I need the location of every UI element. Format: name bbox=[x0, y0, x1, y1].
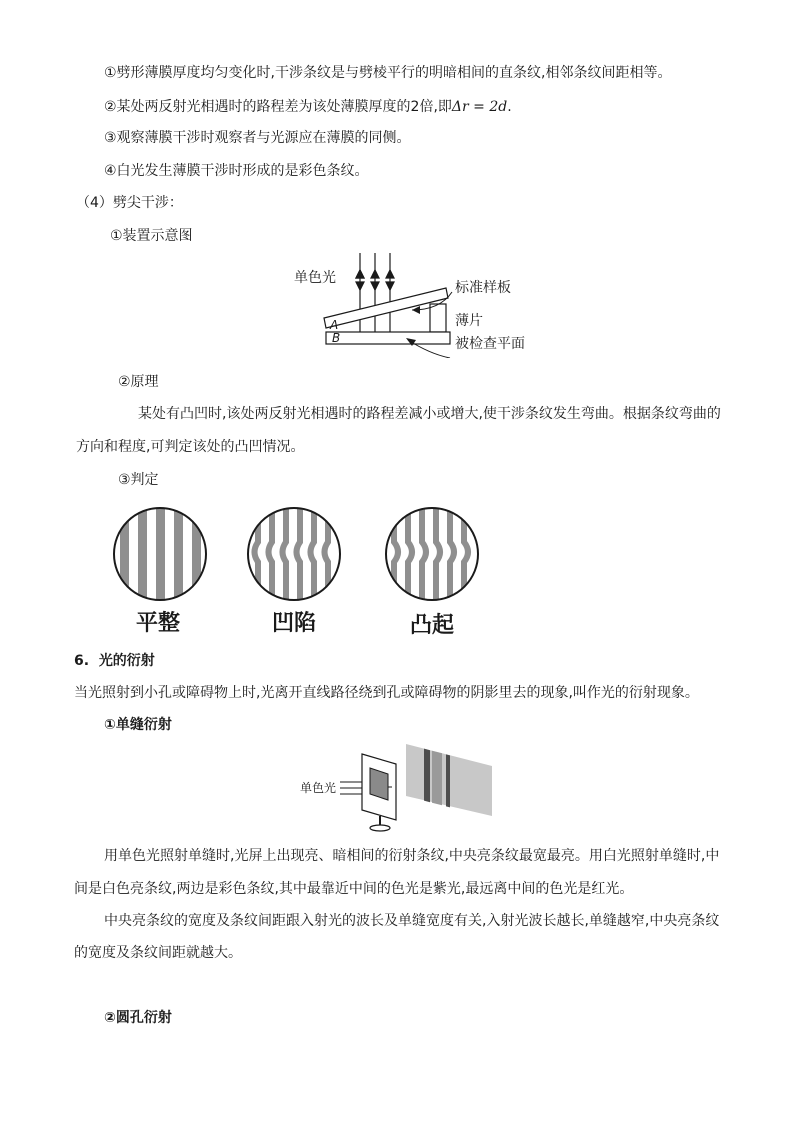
single-slit-para1-line1: 用单色光照射单缝时,光屏上出现亮、暗相间的衍射条纹,中央亮条纹最宽最亮。用白光照射单缝时,中 bbox=[104, 848, 720, 864]
fringe-judgment-figure bbox=[110, 504, 500, 640]
tested-plane bbox=[326, 332, 450, 344]
single-slit-para2-line1: 中央亮条纹的宽度及条纹间距跟入射光的波长及单缝宽度有关,入射光波长越长,单缝越窄,中央亮条纹 bbox=[104, 913, 720, 929]
point-2-formula: Δr = 2d bbox=[451, 99, 508, 115]
single-slit-title: ①单缝衍射 bbox=[104, 717, 172, 733]
convex-fringes bbox=[394, 504, 468, 604]
point-4: ④白光发生薄膜干涉时形成的是彩色条纹。 bbox=[104, 163, 369, 179]
diffraction-title: 光的衍射 bbox=[98, 653, 155, 669]
point-2 bbox=[104, 97, 512, 117]
mono-light-label: 单色光 bbox=[294, 270, 336, 286]
single-slit-para1-line2: 间是白色亮条纹,两边是彩色条纹,其中最靠近中间的色光是紫光,最远离中间的色光是红光。 bbox=[74, 881, 634, 897]
point-1: ①劈形薄膜厚度均匀变化时,干涉条纹是与劈棱平行的明暗相间的直条纹,相邻条纹间距相等。 bbox=[104, 65, 672, 81]
flat-label: 平整 bbox=[136, 611, 181, 636]
wedge-heading: （4）劈尖干涉： bbox=[76, 195, 183, 211]
principle-line-2: 方向和程度,可判定该处的凸凹情况。 bbox=[76, 439, 305, 455]
wedge-sub-principle: ②原理 bbox=[118, 374, 159, 390]
wedge-diagram bbox=[290, 248, 550, 358]
point-2-text: ②某处两反射光相遇时的路程差为该处薄膜厚度的2倍,即 bbox=[104, 99, 452, 115]
standard-plate-label: 标准样板 bbox=[455, 280, 511, 296]
slit-plate bbox=[370, 768, 388, 800]
diffraction-definition: 当光照射到小孔或障碍物上时,光离开直线路径绕到孔或障碍物的阴影里去的现象,叫作光的衍射现象。 bbox=[74, 685, 699, 701]
principle-line-1: 某处有凸凹时,该处两反射光相遇时的路程差减小或增大,使干涉条纹发生弯曲。根据条纹弯曲的 bbox=[138, 406, 721, 422]
thin-sheet-label: 薄片 bbox=[455, 313, 483, 329]
circular-hole-title: ②圆孔衍射 bbox=[104, 1010, 172, 1026]
label-b: B bbox=[332, 331, 341, 345]
tested-plane-label: 被检查平面 bbox=[455, 336, 525, 352]
single-slit-para2-line2: 的宽度及条纹间距就越大。 bbox=[74, 945, 242, 961]
slit-stand bbox=[370, 825, 390, 831]
diffraction-heading bbox=[74, 651, 155, 671]
wedge-sub-diagram: ①装置示意图 bbox=[110, 228, 193, 244]
single-slit-light-label: 单色光 bbox=[300, 781, 337, 795]
point-2-suffix: . bbox=[507, 99, 512, 115]
convex-label: 凸起 bbox=[410, 613, 455, 638]
label-a: A bbox=[330, 318, 339, 332]
single-slit-diagram bbox=[296, 744, 506, 836]
concave-label: 凹陷 bbox=[272, 611, 317, 636]
light-arrows bbox=[356, 253, 394, 332]
point-3: ③观察薄膜干涉时观察者与光源应在薄膜的同侧。 bbox=[104, 130, 411, 146]
diffraction-number: 6. bbox=[74, 653, 90, 669]
thin-sheet bbox=[430, 304, 446, 332]
wedge-sub-judge: ③判定 bbox=[118, 472, 159, 488]
